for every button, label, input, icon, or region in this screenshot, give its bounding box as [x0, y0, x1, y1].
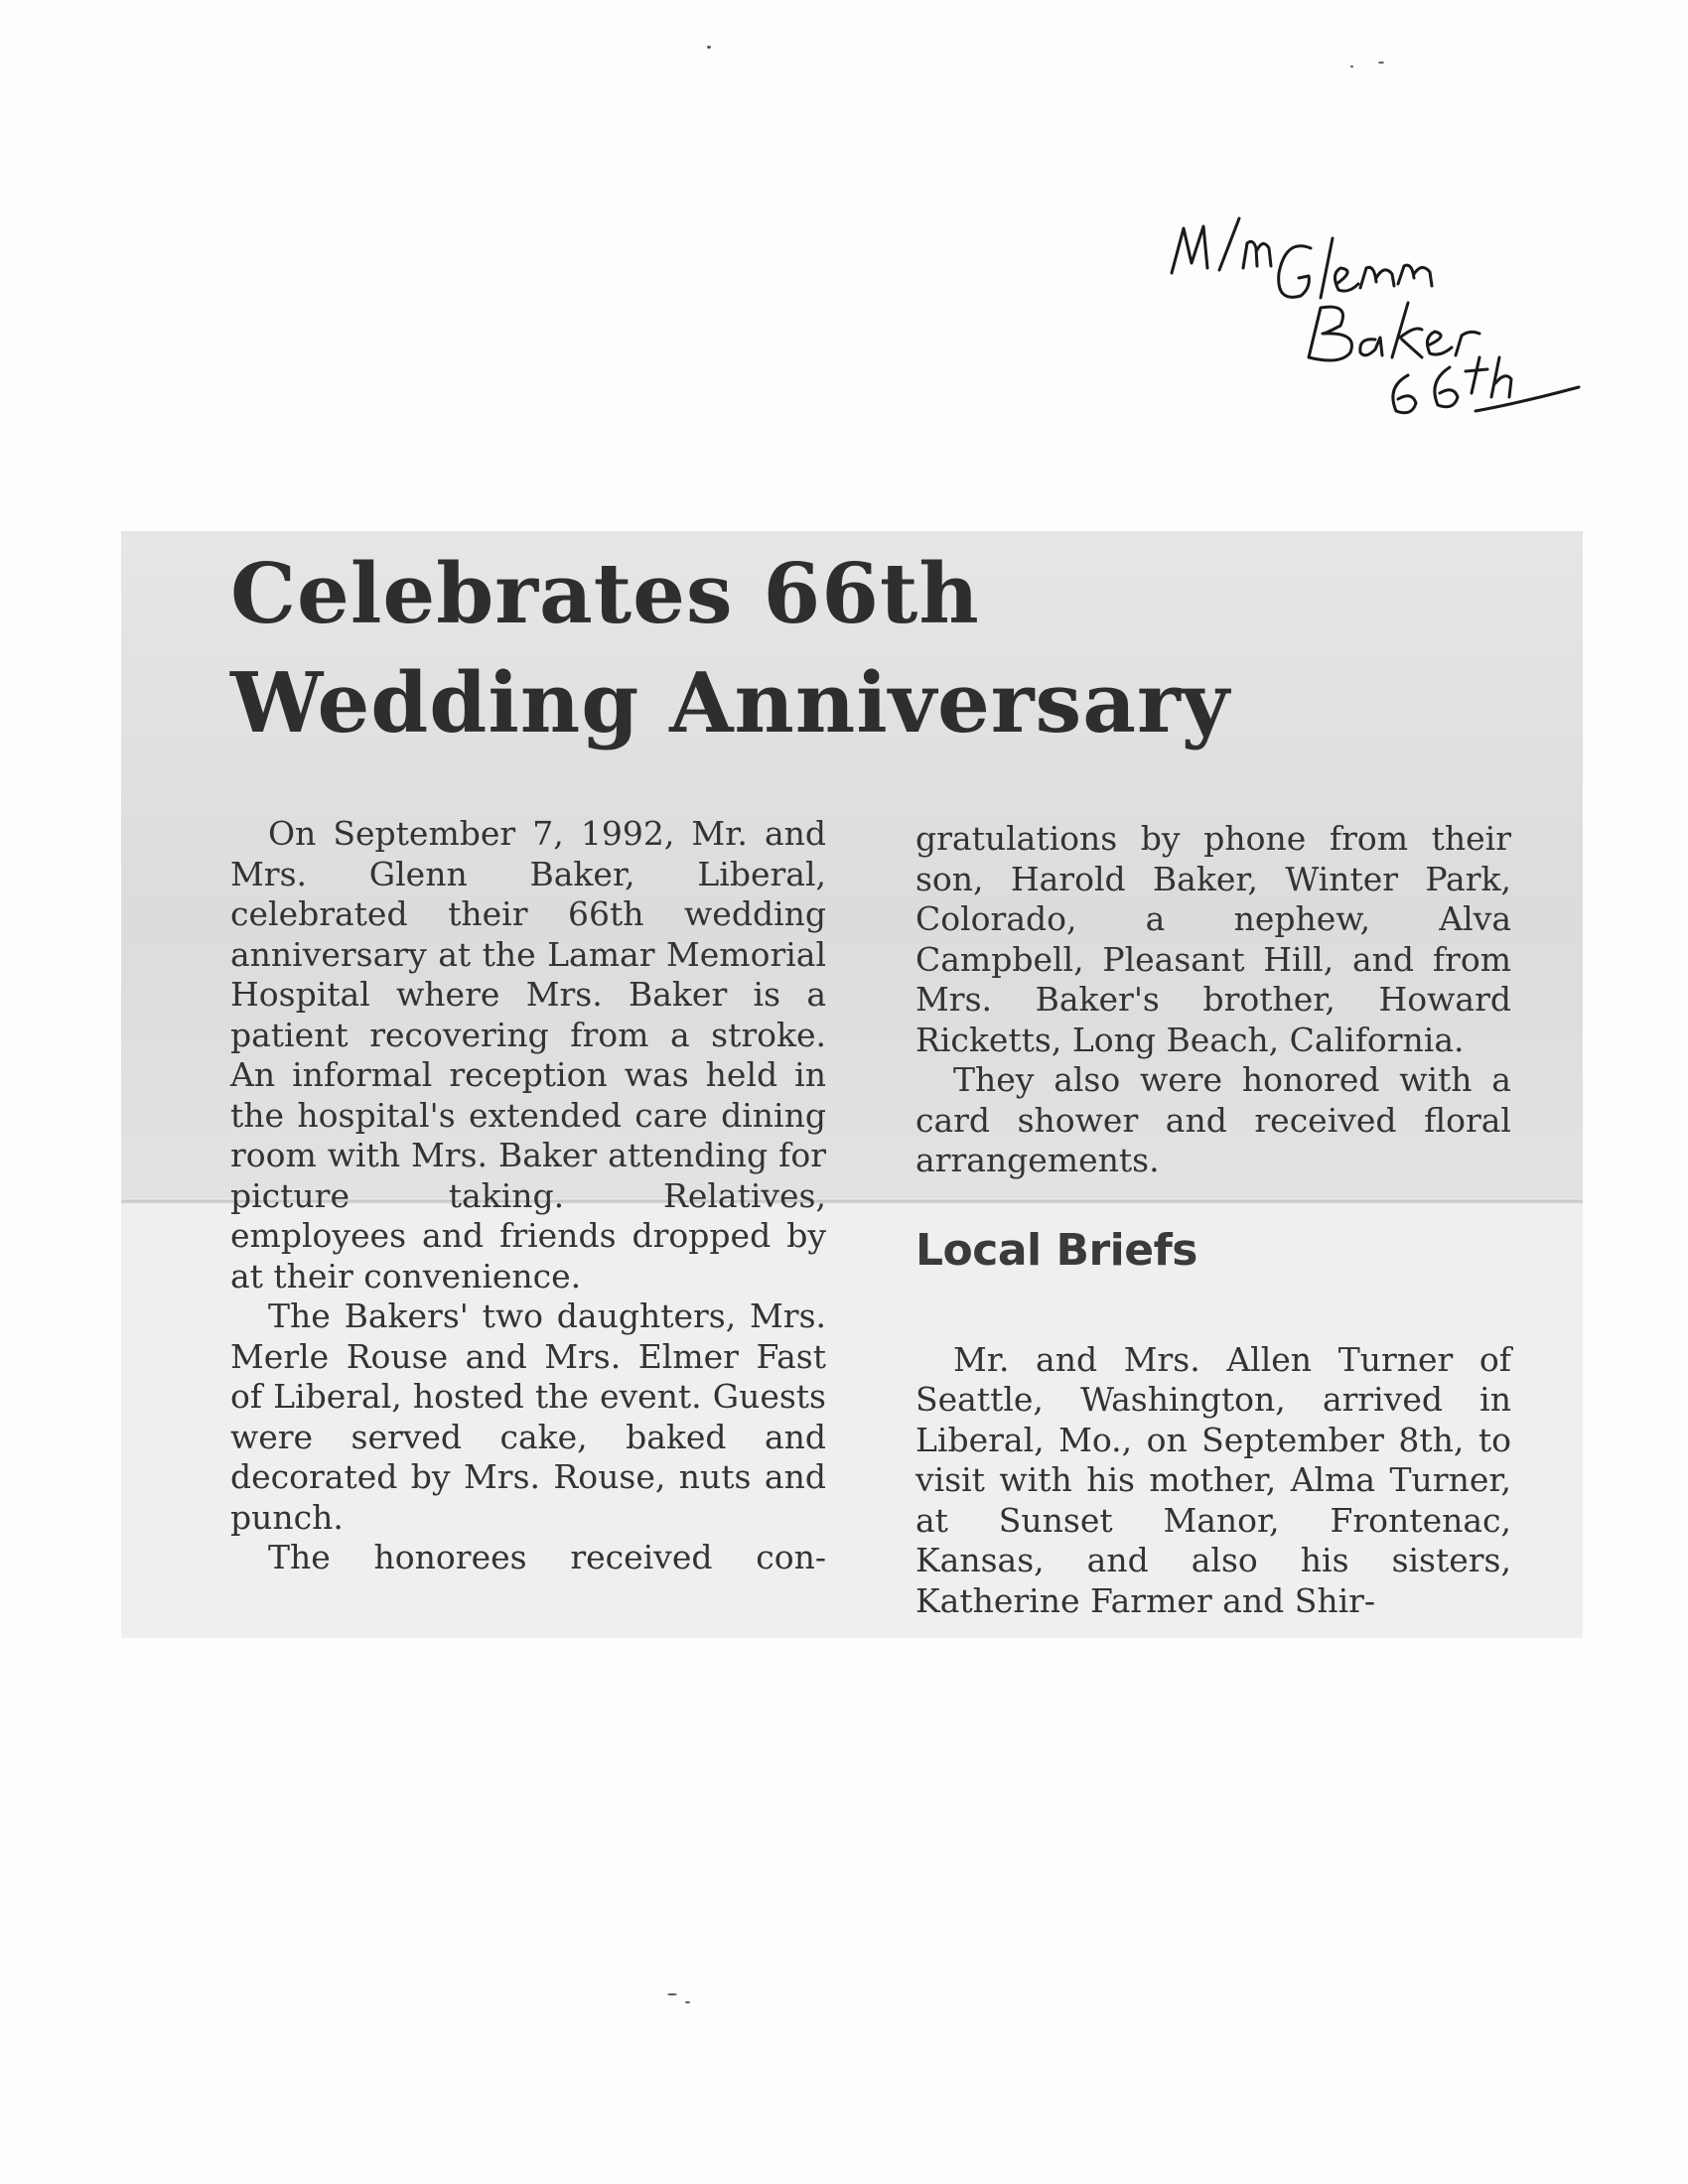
scan-speck — [1350, 66, 1353, 68]
article-paragraph: The honorees received con- — [268, 1538, 826, 1576]
article-headline — [230, 539, 1521, 757]
article-paragraph: On September 7, 1992, Mr. and Mrs. Glenn Baker, Liberal, celebrated their 66th wedding anniversary at the Lamar Memorial Hospital where Mrs. Baker is a patient recovering from a stroke. An informal reception was held in the hospital's extended care dining room with Mrs. Baker attending for picture taking. Relatives, employees and friends dropped by at their convenience. — [230, 814, 826, 1296]
article-paragraph: They also were honored with a card shower and received floral arrangements. — [915, 1060, 1511, 1179]
scan-speck — [685, 2001, 690, 2003]
scan-speck — [1378, 62, 1384, 64]
local-briefs-paragraph: Mr. and Mrs. Allen Turner of Seattle, Washington, arrived in Liberal, Mo., on September 8th, to visit with his mother, Alma Turner, at Sunset Manor, Frontenac, Kansas, and also his sisters, Katherine Farmer and Shir- — [915, 1339, 1511, 1620]
article-paragraph: The Bakers' two daughters, Mrs. Merle Rouse and Mrs. Elmer Fast of Liberal, hosted the event. Guests were served cake, baked and decorated by Mrs. Rouse, nuts and punch. — [230, 1297, 826, 1537]
scan-speck — [667, 1993, 677, 1995]
article-right-column — [915, 819, 1511, 1621]
headline-line-2: Wedding Anniversary — [230, 654, 1230, 751]
newspaper-clipping — [121, 531, 1583, 1638]
handwritten-note — [1162, 208, 1599, 427]
handwritten-note-drawing — [1162, 208, 1599, 427]
article-left-column — [230, 814, 826, 1578]
local-briefs-heading: Local Briefs — [915, 1224, 1197, 1276]
scan-speck — [707, 46, 711, 49]
article-paragraph: gratulations by phone from their son, Harold Baker, Winter Park, Colorado, a nephew, Alva Campbell, Pleasant Hill, and from Mrs. Baker's brother, Howard Ricketts, Long Beach, California. — [915, 819, 1511, 1059]
headline-line-1: Celebrates 66th — [230, 545, 980, 642]
